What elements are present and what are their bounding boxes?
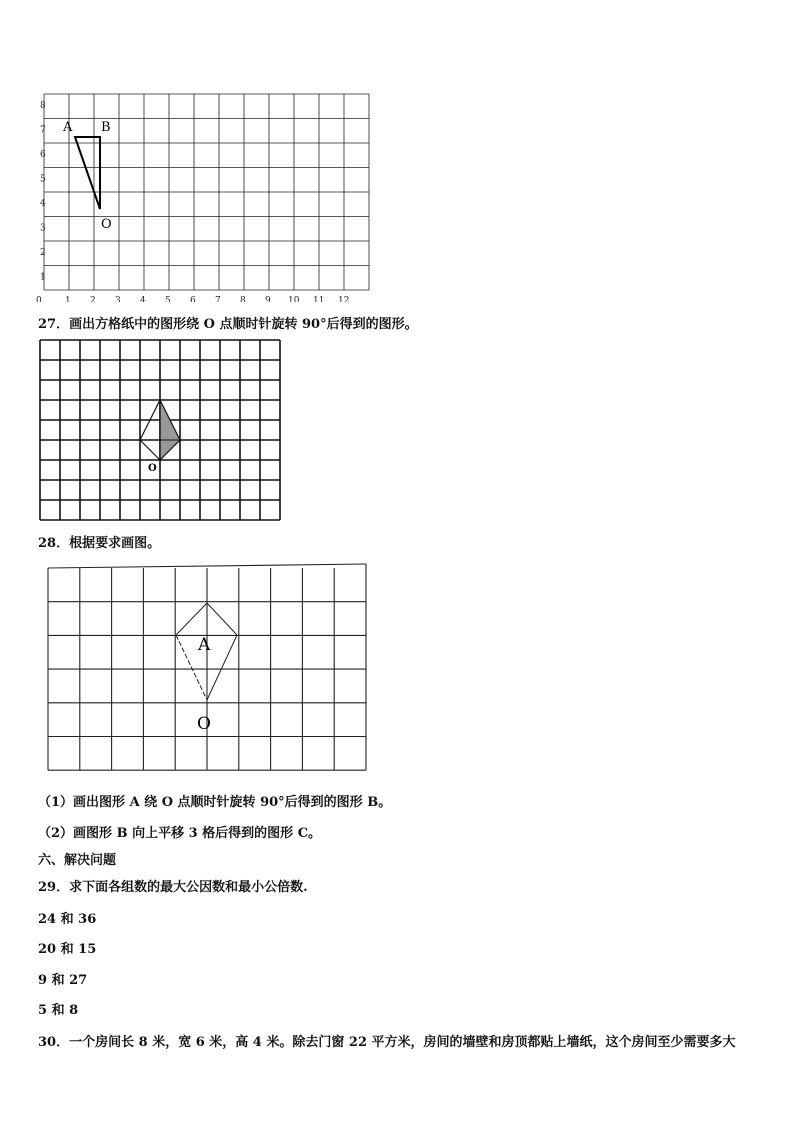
x-tick-label: 0 bbox=[36, 296, 42, 302]
shape-a-top-right bbox=[207, 603, 237, 635]
kite-outline bbox=[140, 400, 160, 460]
section-6-title: 六、解决问题 bbox=[38, 853, 117, 868]
shape-a-label: A bbox=[198, 635, 211, 655]
x-tick-label: 6 bbox=[190, 296, 196, 302]
number-pair-4: 5 和 8 bbox=[38, 1003, 79, 1018]
y-tick-label: 6 bbox=[40, 150, 46, 160]
question-28-sub-2: （2）画图形 B 向上平移 3 格后得到的图形 C。 bbox=[38, 826, 322, 841]
x-tick-label: 12 bbox=[338, 296, 350, 302]
question-28-text: 28．根据要求画图。 bbox=[38, 536, 161, 551]
x-tick-label: 5 bbox=[165, 296, 171, 302]
x-tick-label: 1 bbox=[65, 296, 71, 302]
x-tick-label: 4 bbox=[140, 296, 146, 302]
point-o-label: O bbox=[101, 217, 112, 232]
point-a-label: A bbox=[63, 120, 73, 135]
number-pair-3: 9 和 27 bbox=[38, 973, 88, 988]
question-28-sub-1: （1）画出图形 A 绕 O 点顺时针旋转 90°后得到的图形 B。 bbox=[38, 795, 392, 810]
kite-shaded-half bbox=[160, 400, 180, 460]
question-30-text: 30．一个房间长 8 米，宽 6 米，高 4 米。除去门窗 22 平方米，房间的墙壁和房顶都贴上墙纸，这个房间至少需要多大 bbox=[38, 1035, 736, 1050]
y-tick-label: 5 bbox=[40, 174, 46, 185]
x-tick-label: 3 bbox=[115, 296, 121, 302]
point-b-label: B bbox=[101, 120, 111, 135]
y-tick-label: 8 bbox=[40, 101, 46, 111]
y-tick-label: 1 bbox=[40, 272, 46, 283]
triangle-shape bbox=[75, 137, 100, 209]
grid-hline bbox=[48, 564, 366, 568]
question-29-text: 29．求下面各组数的最大公因数和最小公倍数. bbox=[38, 880, 308, 895]
number-pair-1: 24 和 36 bbox=[38, 912, 97, 927]
y-tick-label: 4 bbox=[40, 199, 46, 209]
point-o-label: O bbox=[148, 463, 157, 474]
x-tick-label: 9 bbox=[265, 296, 271, 302]
point-o-label: O bbox=[197, 714, 211, 734]
grid-figure-q27 bbox=[36, 338, 284, 524]
shape-a-top-left bbox=[176, 603, 207, 635]
y-tick-label: 2 bbox=[40, 248, 46, 258]
question-27-text: 27．画出方格纸中的图形绕 O 点顺时针旋转 90°后得到的图形。 bbox=[38, 317, 418, 332]
number-pair-2: 20 和 15 bbox=[38, 942, 97, 957]
y-tick-label: 3 bbox=[40, 223, 46, 234]
x-tick-label: 7 bbox=[215, 296, 221, 302]
coordinate-grid-figure bbox=[30, 82, 370, 302]
grid-figure-q28 bbox=[44, 560, 374, 772]
shape-a-bottom-right bbox=[207, 635, 237, 700]
x-tick-label: 2 bbox=[90, 296, 96, 302]
y-tick-label: 7 bbox=[40, 125, 46, 136]
x-tick-label: 10 bbox=[288, 296, 300, 302]
x-tick-label: 11 bbox=[313, 296, 325, 302]
x-tick-label: 8 bbox=[240, 296, 246, 302]
